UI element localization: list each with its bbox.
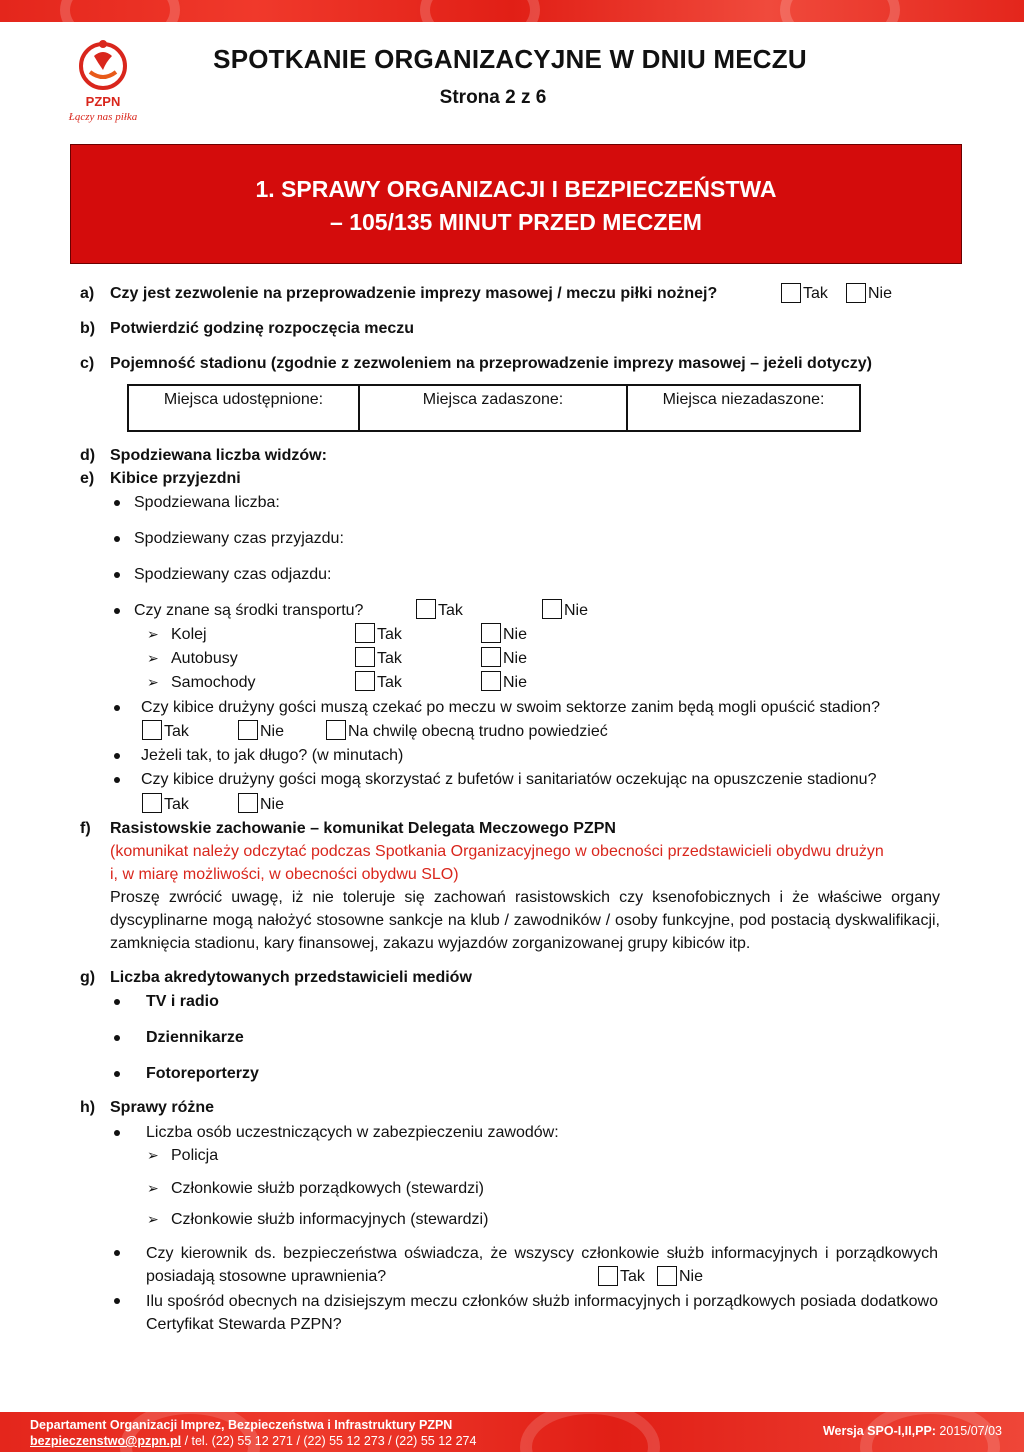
bullet xyxy=(114,500,120,506)
rail-yes-checkbox[interactable] xyxy=(355,623,375,643)
bullet xyxy=(114,1035,120,1041)
band-swirl xyxy=(780,0,900,22)
item-f-note-line1: (komunikat należy odczytać podczas Spotkania Organizacyjnego w obecności przedstawicieli obydwu drużyn xyxy=(110,843,884,860)
expected-count-label: Spodziewana liczba: xyxy=(134,494,280,511)
bus-yes-checkbox[interactable] xyxy=(355,647,375,667)
checkbox-label: Nie xyxy=(260,723,285,740)
capacity-roofed-field[interactable]: Miejsca zadaszone: xyxy=(360,386,628,430)
arrow-bullet-icon: ➢ xyxy=(147,675,159,691)
transport-question: Czy znane są środki transportu? xyxy=(134,602,364,619)
facilities-no-checkbox[interactable] xyxy=(238,793,258,813)
car-no-checkbox[interactable] xyxy=(481,671,501,691)
section-title-line1: 1. SPRAWY ORGANIZACJI I BEZPIECZEŃSTWA xyxy=(255,176,777,202)
media-journalists: Dziennikarze xyxy=(146,1029,244,1046)
transport-rail-label: Kolej xyxy=(171,626,207,643)
transport-yes-checkbox[interactable] xyxy=(416,599,436,619)
footer-email-link[interactable]: bezpieczenstwo@pzpn.pl xyxy=(30,1434,182,1448)
bullet xyxy=(114,536,120,542)
staff-police: Policja xyxy=(171,1147,219,1164)
logo-text: PZPN xyxy=(85,94,121,109)
bullet xyxy=(114,777,120,783)
checkbox-label: Tak xyxy=(164,723,189,740)
checkbox-label: Tak xyxy=(377,674,402,691)
checkbox-label: Tak xyxy=(377,650,402,667)
checkbox-label: Nie xyxy=(260,796,285,813)
version-label: Wersja SPO-I,II,PP: xyxy=(822,1424,936,1438)
certification-question-text: Czy kierownik ds. bezpieczeństwa oświadcza, że wszyscy członkowie służb informacyjnych i porządkowych posiadają stosowne uprawnienia? xyxy=(146,1245,938,1285)
top-decorative-band xyxy=(0,0,1024,22)
arrow-bullet-icon: ➢ xyxy=(147,1212,159,1228)
staff-info-stewards: Członkowie służb informacyjnych (stewardzi) xyxy=(171,1211,489,1228)
transport-car-label: Samochody xyxy=(171,674,256,691)
bullet xyxy=(114,572,120,578)
version-value: 2015/07/03 xyxy=(935,1424,1002,1438)
item-c-text: Pojemność stadionu (zgodnie z zezwoleniem na przeprowadzenie imprezy masowej – jeżeli dotyczy) xyxy=(110,355,872,372)
capacity-available-field[interactable]: Miejsca udostępnione: xyxy=(129,386,360,430)
certification-no-checkbox[interactable] xyxy=(657,1266,677,1286)
car-yes-checkbox[interactable] xyxy=(355,671,375,691)
footer-department: Departament Organizacji Imprez, Bezpieczeństwa i Infrastruktury PZPN xyxy=(30,1418,453,1432)
checkbox-label: Nie xyxy=(503,650,528,667)
footer-version xyxy=(823,1424,1002,1438)
item-f-note-line2: i, w miarę możliwości, w obecności obydwu SLO) xyxy=(110,866,459,883)
arrow-bullet-icon: ➢ xyxy=(147,1148,159,1164)
transport-bus-label: Autobusy xyxy=(171,650,238,667)
item-letter: d) xyxy=(80,447,96,464)
certification-yes-checkbox[interactable] xyxy=(598,1266,618,1286)
capacity-unroofed-field[interactable]: Miejsca niezadaszone: xyxy=(662,391,825,408)
item-d-text: Spodziewana liczba widzów: xyxy=(110,447,327,464)
item-letter: h) xyxy=(80,1099,96,1116)
staff-security-stewards: Członkowie służb porządkowych (stewardzi) xyxy=(171,1180,485,1197)
item-letter: e) xyxy=(80,470,95,487)
wait-yes-checkbox[interactable] xyxy=(142,720,162,740)
arrow-bullet-icon: ➢ xyxy=(147,627,159,643)
departure-time-label: Spodziewany czas odjazdu: xyxy=(134,566,332,583)
checkbox-label: Nie xyxy=(679,1268,704,1285)
arrow-bullet-icon: ➢ xyxy=(147,1181,159,1197)
media-tv-radio: TV i radio xyxy=(146,993,219,1010)
bullet xyxy=(114,1298,120,1304)
item-letter: a) xyxy=(80,285,95,302)
item-letter: f) xyxy=(80,820,91,837)
certification-question xyxy=(146,1242,938,1288)
item-f-text: Rasistowskie zachowanie – komunikat Delegata Meczowego PZPN xyxy=(110,820,616,837)
checkbox-label: Nie xyxy=(564,602,589,619)
staff-question: Liczba osób uczestniczących w zabezpieczeniu zawodów: xyxy=(146,1124,559,1141)
bullet xyxy=(114,705,120,711)
checkbox-label: Nie xyxy=(868,285,893,302)
item-a-yes-checkbox[interactable] xyxy=(781,283,801,303)
item-g-text: Liczba akredytowanych przedstawicieli mediów xyxy=(110,969,472,986)
arrow-bullet-icon: ➢ xyxy=(147,651,159,667)
band-swirl xyxy=(60,0,180,22)
bullet xyxy=(114,1250,120,1256)
item-a-question: Czy jest zezwolenie na przeprowadzenie imprezy masowej / meczu piłki nożnej? xyxy=(110,285,718,302)
band-swirl xyxy=(520,1412,660,1452)
wait-question: Czy kibice drużyny gości muszą czekać po meczu w swoim sektorze zanim będą mogli opuścić stadion? xyxy=(141,699,880,716)
item-h-text: Sprawy różne xyxy=(110,1099,215,1116)
bullet xyxy=(114,1071,120,1077)
item-b-text: Potwierdzić godzinę rozpoczęcia meczu xyxy=(110,320,415,337)
item-a-no-checkbox[interactable] xyxy=(846,283,866,303)
section-banner xyxy=(70,144,962,264)
band-swirl xyxy=(420,0,540,22)
capacity-table xyxy=(127,384,861,432)
checkbox-label: Tak xyxy=(438,602,463,619)
bus-no-checkbox[interactable] xyxy=(481,647,501,667)
footer-contact xyxy=(30,1434,476,1448)
footer-phones: / tel. (22) 55 12 271 / (22) 55 12 273 / (22) 55 12 274 xyxy=(181,1434,477,1448)
logo-slogan: Łączy nas piłka xyxy=(68,111,138,123)
checkbox-label: Na chwilę obecną trudno powiedzieć xyxy=(348,723,608,740)
checkbox-label: Tak xyxy=(164,796,189,813)
steward-certificate-question: Ilu spośród obecnych na dzisiejszym meczu członków służb informacyjnych i porządkowych posiada dodatkowo Certyfikat Stewarda PZPN? xyxy=(146,1293,938,1333)
facilities-yes-checkbox[interactable] xyxy=(142,793,162,813)
checkbox-label: Tak xyxy=(377,626,402,643)
bullet xyxy=(114,999,120,1005)
item-e-text: Kibice przyjezdni xyxy=(110,470,241,487)
item-letter: c) xyxy=(80,355,95,372)
wait-no-checkbox[interactable] xyxy=(238,720,258,740)
media-photographers: Fotoreporterzy xyxy=(146,1065,259,1082)
section-title-line2: – 105/135 MINUT PRZED MECZEM xyxy=(330,209,702,235)
racism-statement: Proszę zwrócić uwagę, iż nie toleruje się zachowań rasistowskich czy ksenofobicznych i że właściwe organy dyscyplinarne mogą nałożyć stosowne sankcje na klub / zawodników / osoby funkcyjne, pod postacią dyskwalifikacji, zamknięcia stadionu, kary finansowej, zakazu wyjazdów zorganizowanej grupy kibiców itp. xyxy=(110,889,940,952)
checkbox-label: Nie xyxy=(503,626,528,643)
bullet xyxy=(114,608,120,614)
item-letter: g) xyxy=(80,969,96,986)
bullet xyxy=(114,1130,120,1136)
checkbox-label: Tak xyxy=(803,285,828,302)
document-title: SPOTKANIE ORGANIZACYJNE W DNIU MECZU xyxy=(213,44,807,74)
how-long-question: Jeżeli tak, to jak długo? (w minutach) xyxy=(141,747,404,764)
rail-no-checkbox[interactable] xyxy=(481,623,501,643)
checkbox-label: Tak xyxy=(620,1268,645,1285)
facilities-question: Czy kibice drużyny gości mogą skorzystać z bufetów i sanitariatów oczekując na opuszczenie stadionu? xyxy=(141,771,877,788)
wait-unknown-checkbox[interactable] xyxy=(326,720,346,740)
checkbox-label: Nie xyxy=(503,674,528,691)
arrival-time-label: Spodziewany czas przyjazdu: xyxy=(134,530,344,547)
page-number: Strona 2 z 6 xyxy=(439,87,547,108)
item-letter: b) xyxy=(80,320,96,337)
transport-no-checkbox[interactable] xyxy=(542,599,562,619)
bullet xyxy=(114,753,120,759)
